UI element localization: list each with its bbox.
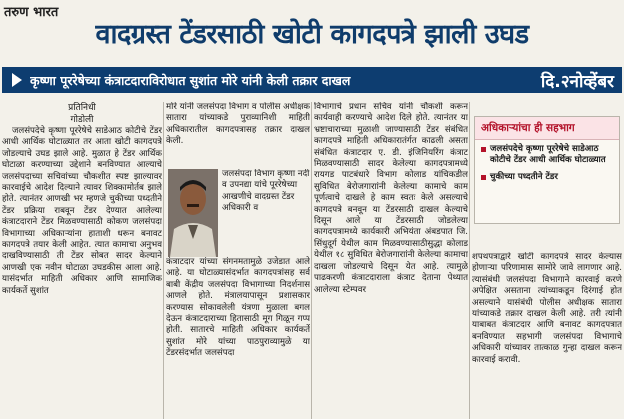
- paragraph: जलसंपदा विभाग कृष्णा नदी व उपनद्या यांचे पूररेषेच्या आखणीचे वादग्रस्त टेंडर अधिकारी व: [222, 169, 310, 214]
- subheadline-bar: [2, 67, 622, 93]
- highlights-list: [475, 140, 619, 183]
- bullet-icon: [481, 175, 486, 180]
- dateline: दि.२नोव्हेंबर: [540, 71, 614, 92]
- column-divider: [469, 102, 470, 419]
- photo-wrap-text: [222, 169, 310, 257]
- bullet-icon: [481, 147, 486, 152]
- list-item: [481, 144, 613, 166]
- list-item: [481, 172, 613, 183]
- list-item-text: चुकीच्या पध्दतीने टेंडर: [490, 172, 558, 182]
- article-column-4: [472, 252, 622, 419]
- article-column-3: [314, 102, 468, 419]
- highlights-title: अधिकाऱ्यांचा ही सहभाग: [475, 117, 619, 140]
- subheadline: कृष्णा पूररेषेच्या कंत्राटदाराविरोधात सुशांत मोरे यांनी केली तक्रार दाखल: [30, 72, 351, 88]
- paragraph: शपथपत्राद्वारे खोटी कागदपत्रे सादर केल्यास होणाऱ्या परिणामास सामोरे जावे लागणार आहे. त्यासंबंधी जलसंपदा विभागाने कारवाई करणे अपेक्षित असताना त्यांच्याकडून दिरंगाई होत असल्याने यासंबंधी पोलीस अधीक्षक सातारा यांच्याकडे तक्रार दाखल केली आहे. तरी त्यांनी याबाबत कंत्राटदार आणि बनावट कागदपत्रात बनविण्यात सहभागी जलसंपदा विभागाचे अधिकारी यांच्यावर तात्काळ गुन्हा दाखल करून कारवाई करावी.: [472, 252, 622, 365]
- headline: वादग्रस्त टेंडरसाठी खोटी कागदपत्रे झाली उघड: [95, 19, 529, 50]
- byline-reporter: प्रतिनिधी: [68, 103, 96, 113]
- arrow-icon: [12, 73, 22, 87]
- column-divider: [311, 102, 312, 419]
- column-divider: [163, 102, 164, 419]
- masthead: तरुण भारत: [4, 5, 59, 20]
- article-column-2: [166, 102, 310, 419]
- paragraph: मोरे यांनी जलसंपदा विभाग व पोलीस अधीक्षक सातारा यांच्याकडे पुराव्यानिशी माहिती अधिकारातील कागदपत्रासह तक्रार दाखल केली.: [166, 102, 310, 147]
- highlights-box: [474, 116, 620, 224]
- paragraph: विभागाचे प्रधान सचिव यांनी चौकशी करून कार्यवाही करण्याचे आदेश दिले होते. त्यानंतर या भ्रष्टाचाराच्या मुळाशी जाण्यासाठी टेंडर संबंधित कागदपत्रे माहिती अधिकारातंर्गत काढली असता संबंधित कंत्राटदार ए. डी. इंजिनियरिंग कंत्राट मिळवण्यासाठी सादर केलेल्या कागदपत्रामध्ये रायगड पाटबंधारे विभाग कोलाड यांचिकडील सुविधित बेरोजगाराांनी केलेल्या कामाचे काम पूर्णत्वाचे दाखले हे काम स्वतः केले असल्याचे कागदपत्रे बनवून या टेंडरसाठी दाखल केल्याचे दिसून आले या टेंडरसाठी जोडलेल्या कागदपत्रामध्ये कार्यकारी अभियंता अंबडपात जि. सिंधुदूर्ग येथील काम मिळवण्यासाठीसुद्धा कोलाड येथील १८ सुविधित बेरोजगाराांनी केलेल्या कामाचा दाखला जोडल्याचे दिसून येत आहे. त्यामुळे पाढकरणी कंत्राटदाराला कंत्राट देताना पेथ्यात आलेल्या स्टेम्पवर: [314, 102, 468, 295]
- byline-place: गोडोली: [70, 115, 94, 125]
- list-item-text: जलसंपदेचे कृष्णा पूररेषेचे साडेआठ कोटीचे टेंडर आधी आर्थिक घोटाळ्यात: [490, 144, 606, 165]
- paragraph: कंत्राटदार यांच्या संगनमतामुळे उजेडात आले आहे. या घोटाळ्यासंदर्भात कागदपत्रांसह सर्व बाबी केंद्रीय जलसंपदा विभागाच्या निदर्शनास आणले होते. मंत्रालयापासून प्रशासकार करण्यास सोकावलेली यंत्रणा मुळाला बगल देऊन कंत्राटदाराच्या हितासाठी मूग गिळून गप्प होती. सातारचे माहिती अधिकार कार्यकर्ते सुशांत मोरे यांच्या पाठपुराव्यामुळे या टेंडरसंदर्भात जलसंपदा: [166, 257, 310, 359]
- paragraph: जलसंपदेचे कृष्णा पूररेषेचे साडेआठ कोटीचे टेंडर आधी आर्थिक घोटाळ्यात तर आता खोटी कागदपत्रे जोडल्याचे उघड झाले आहे. मुळात हे टेंडर आर्थिक घोटाळा करण्याच्या उद्देशाने बनविण्यात आल्याचे जलसंपदाच्या सचिवांच्या चौकशीत स्पष्ट झाल्यावर कारवाईचे आदेश दिल्याने त्यावर शिक्कामोर्तब झाले होते. त्यानंतर आणखी भर म्हणजे चुकीच्या पध्दतीने टेंडर प्रक्रिया राबवून टेंडर देण्यात आलेल्या कंत्राटदाराने टेंडर मिळवण्यासाठी कोकण जलसंपदा विभागाच्या अधिकाऱ्यांना हाताशी धरून बनावट कागदपत्रे तयार केली आहेत. त्यात कामाचा अनुभव दाखविण्यासाठी ती टेंडर सोबत सादर केल्याने आणखी एक नवीन घोटाळा उघडकीस आला आहे. यासंदर्भात माहिती अधिकार आणि सामाजिक कार्यकर्ते सुशांत: [2, 126, 162, 296]
- reporter-photo: [168, 169, 218, 257]
- article-column-1: [2, 102, 162, 419]
- person-portrait-icon: [168, 169, 218, 257]
